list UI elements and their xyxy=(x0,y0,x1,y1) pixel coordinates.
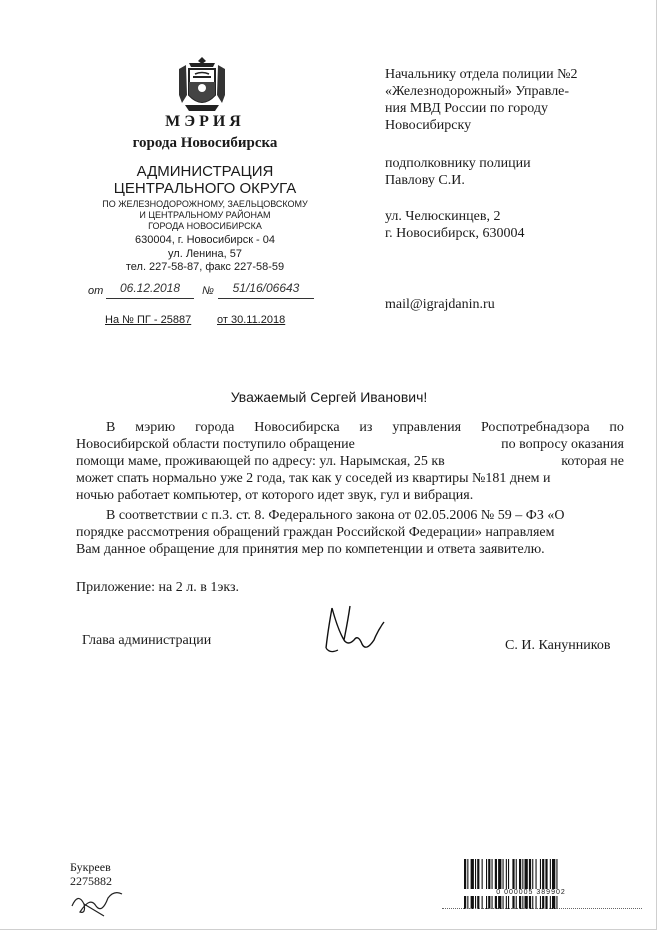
barcode-bar xyxy=(556,859,557,909)
handwritten-signature xyxy=(318,600,388,660)
word: Роспотребнадзора xyxy=(480,420,590,435)
barcode-bar xyxy=(525,859,528,909)
barcode-bar xyxy=(529,859,531,909)
text-segment: по вопросу оказания xyxy=(501,437,624,452)
barcode-bar xyxy=(516,859,517,909)
barcode-bar xyxy=(495,859,497,909)
word: Новосибирска xyxy=(254,420,340,435)
addressee-line-1: Начальнику отдела полиции №2 xyxy=(385,67,578,82)
barcode-bar xyxy=(542,859,544,909)
body-paragraph-2 xyxy=(76,507,624,558)
addressee-line-2: «Железнодорожный» Управле- xyxy=(385,84,570,99)
addressee-address-block xyxy=(385,208,645,242)
barcode-bar xyxy=(545,859,547,909)
barcode-bar xyxy=(552,859,555,909)
outgoing-date-field: 06.12.2018 xyxy=(106,281,194,299)
barcode-bar xyxy=(482,859,483,909)
signer-title: Глава администрации xyxy=(82,633,212,648)
date-label: от xyxy=(88,285,104,297)
barcode-bar xyxy=(492,859,493,909)
addressee-street: ул. Челюскинцев, 2 xyxy=(385,209,501,224)
barcode-bar xyxy=(550,859,551,909)
barcode-bar xyxy=(486,859,487,909)
barcode-bar xyxy=(532,859,533,909)
barcode-bar xyxy=(506,859,507,909)
barcode-bar xyxy=(522,859,523,909)
addressee-rank: подполковнику полиции xyxy=(385,156,531,171)
administration-line-1: АДМИНИСТРАЦИЯ xyxy=(136,163,274,180)
attachment-note: Приложение: на 2 л. в 1экз. xyxy=(76,580,239,595)
p1-line-3 xyxy=(76,453,624,470)
addressee-rank-block xyxy=(385,155,645,189)
barcode-bar xyxy=(508,859,509,909)
executor-phone: 2275882 xyxy=(70,874,112,888)
executor-signature xyxy=(68,886,128,918)
letterhead-phone-fax: тел. 227-58-87, факс 227-58-59 xyxy=(125,261,285,273)
barcode-bar xyxy=(471,859,474,909)
addressee-block xyxy=(385,66,645,134)
barcode-number: 0 000005 389902 xyxy=(462,889,600,896)
barcode-bar xyxy=(475,859,476,909)
barcode-bar xyxy=(519,859,521,909)
addressee-line-4: Новосибирску xyxy=(385,118,472,133)
outgoing-number-field: 51/16/06643 xyxy=(218,281,314,299)
city-name: города Новосибирска xyxy=(132,135,278,151)
signer-name: С. И. Канунников xyxy=(505,638,611,653)
barcode-bar xyxy=(488,859,490,909)
executor-name: Букреев xyxy=(70,860,111,874)
document-barcode xyxy=(462,859,600,909)
barcode-bar xyxy=(540,859,541,909)
district-line-1: ПО ЖЕЛЕЗНОДОРОЖНОМУ, ЗАЕЛЬЦОВСКОМУ xyxy=(102,199,308,209)
barcode-bar xyxy=(512,859,514,909)
p2-line-2: порядке рассмотрения обращений граждан Российской Федерации» направляем xyxy=(76,525,555,540)
barcode-bar xyxy=(467,859,468,909)
addressee-city: г. Новосибирск, 630004 xyxy=(385,226,525,241)
body-paragraph-1 xyxy=(76,419,624,504)
barcode-bar xyxy=(503,859,504,909)
barcode-bar xyxy=(477,859,479,909)
p1-line-1 xyxy=(76,419,624,436)
text-segment: которая не xyxy=(561,454,624,469)
word: мэрию xyxy=(135,420,176,435)
p2-line-3: Вам данное обращение для принятия мер по компетенции и ответа заявителю. xyxy=(76,542,545,557)
bottom-dotted-line xyxy=(442,906,642,909)
barcode-bar xyxy=(536,859,537,909)
addressee-line-3: ния МВД России по городу xyxy=(385,101,549,116)
district-line-2: И ЦЕНТРАЛЬНОМУ РАЙОНАМ xyxy=(139,210,271,220)
word: из xyxy=(359,420,373,435)
reference-date: от 30.11.2018 xyxy=(217,314,286,326)
letterhead-address-line-2: ул. Ленина, 57 xyxy=(168,248,242,260)
text-segment: помощи маме, проживающей по адресу: ул. Нарымская, 25 кв xyxy=(76,454,445,469)
word: города xyxy=(195,420,235,435)
addressee-name: Павлову С.И. xyxy=(385,173,465,188)
addressee-email: mail@igrajdanin.ru xyxy=(385,297,495,312)
word: управления xyxy=(392,420,462,435)
salutation: Уважаемый Сергей Иванович! xyxy=(230,389,428,405)
word: по xyxy=(609,420,624,435)
barcode-bar xyxy=(498,859,501,909)
reference-number: На № ПГ - 25887 xyxy=(105,314,192,326)
administration-line-2: ЦЕНТРАЛЬНОГО ОКРУГА xyxy=(113,180,297,197)
novosibirsk-coat-of-arms-icon xyxy=(175,55,229,115)
barcode-bar xyxy=(464,859,466,909)
p1-line-5: ночью работает компьютер, от которого идет звук, гул и вибрация. xyxy=(76,488,474,503)
word: В xyxy=(106,420,116,435)
letterhead-address-line-1: 630004, г. Новосибирск - 04 xyxy=(134,234,276,246)
p1-line-2 xyxy=(76,436,624,453)
district-line-3: ГОРОДА НОВОСИБИРСКА xyxy=(148,221,262,231)
number-label: № xyxy=(202,285,214,297)
text-segment: Новосибирской области поступило обращение xyxy=(76,437,355,452)
p2-line-1: В соответствии с п.3. ст. 8. Федерального закона от 02.05.2006 № 59 – ФЗ «О xyxy=(106,508,565,523)
mayor-office-title: МЭРИЯ xyxy=(165,113,245,130)
p1-line-4: может спать нормально уже 2 года, так как у соседей из квартиры №181 днем и xyxy=(76,471,551,486)
